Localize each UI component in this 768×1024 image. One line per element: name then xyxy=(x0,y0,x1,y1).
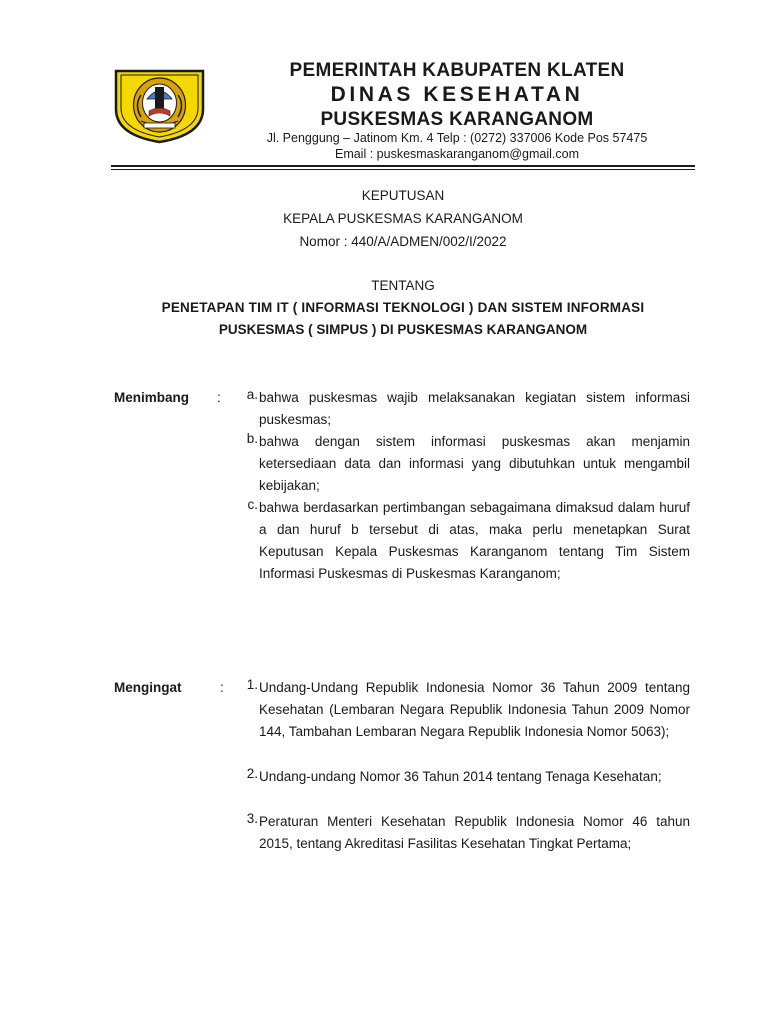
klaten-emblem-icon xyxy=(114,69,205,144)
item-marker: 3. xyxy=(246,811,258,826)
decree-subject-line-1: PENETAPAN TIM IT ( INFORMASI TEKNOLOGI ) DAN SISTEM INFORMASI xyxy=(161,300,645,315)
letterhead-divider-thick xyxy=(111,165,695,167)
mengingat-label: Mengingat xyxy=(114,680,182,695)
decree-number: Nomor : 440/A/ADMEN/002/I/2022 xyxy=(299,234,507,249)
item-text: bahwa dengan sistem informasi puskesmas akan menjamin ketersediaan data dan informasi yang dibutuhkan untuk mengambil kebijakan; xyxy=(259,434,690,493)
item-marker: a. xyxy=(246,387,258,402)
item-text: Undang-undang Nomor 36 Tahun 2014 tentang Tenaga Kesehatan; xyxy=(259,769,662,784)
item-text: Peraturan Menteri Kesehatan Republik Indonesia Nomor 46 tahun 2015, tentang Akreditasi Fasilitas Kesehatan Tingkat Pertama; xyxy=(259,814,690,851)
letterhead-divider-thin xyxy=(111,169,695,170)
mengingat-colon: : xyxy=(220,680,224,695)
letterhead-institution: PUSKESMAS KARANGANOM xyxy=(320,109,594,130)
menimbang-colon: : xyxy=(217,390,221,405)
item-text: Undang-Undang Republik Indonesia Nomor 36 Tahun 2009 tentang Kesehatan (Lembaran Negara Republik Indonesia Tahun 2009 Nomor 144, Tambahan Lembaran Negara Republik Indonesia Nomor 5063); xyxy=(259,680,690,739)
letterhead-government: PEMERINTAH KABUPATEN KLATEN xyxy=(289,60,625,81)
menimbang-label: Menimbang xyxy=(114,390,190,405)
letterhead-email: Email : puskesmaskaranganom@gmail.com xyxy=(334,147,580,161)
decree-subject-line-2: PUSKESMAS ( SIMPUS ) DI PUSKESMAS KARANGANOM xyxy=(218,322,588,337)
item-marker: 2. xyxy=(246,766,258,781)
letterhead-agency: DINAS KESEHATAN xyxy=(330,83,584,106)
item-marker: c. xyxy=(247,497,258,512)
item-text: bahwa berdasarkan pertimbangan sebagaimana dimaksud dalam huruf a dan huruf b tersebut di atas, maka perlu menetapkan Surat Keputusan Kepala Puskesmas Karanganom tentang Tim Sistem Informasi Puskesmas di Puskesmas Karanganom; xyxy=(259,500,690,581)
item-text: bahwa puskesmas wajib melaksanakan kegiatan sistem informasi puskesmas; xyxy=(259,390,690,427)
decree-title: KEPUTUSAN xyxy=(361,188,445,203)
item-marker: b. xyxy=(246,431,258,446)
item-marker: 1. xyxy=(246,677,258,692)
decree-issuer: KEPALA PUSKESMAS KARANGANOM xyxy=(283,211,523,226)
letterhead-address: Jl. Penggung – Jatinom Km. 4 Telp : (0272) 337006 Kode Pos 57475 xyxy=(266,131,648,145)
decree-about: TENTANG xyxy=(371,278,435,293)
